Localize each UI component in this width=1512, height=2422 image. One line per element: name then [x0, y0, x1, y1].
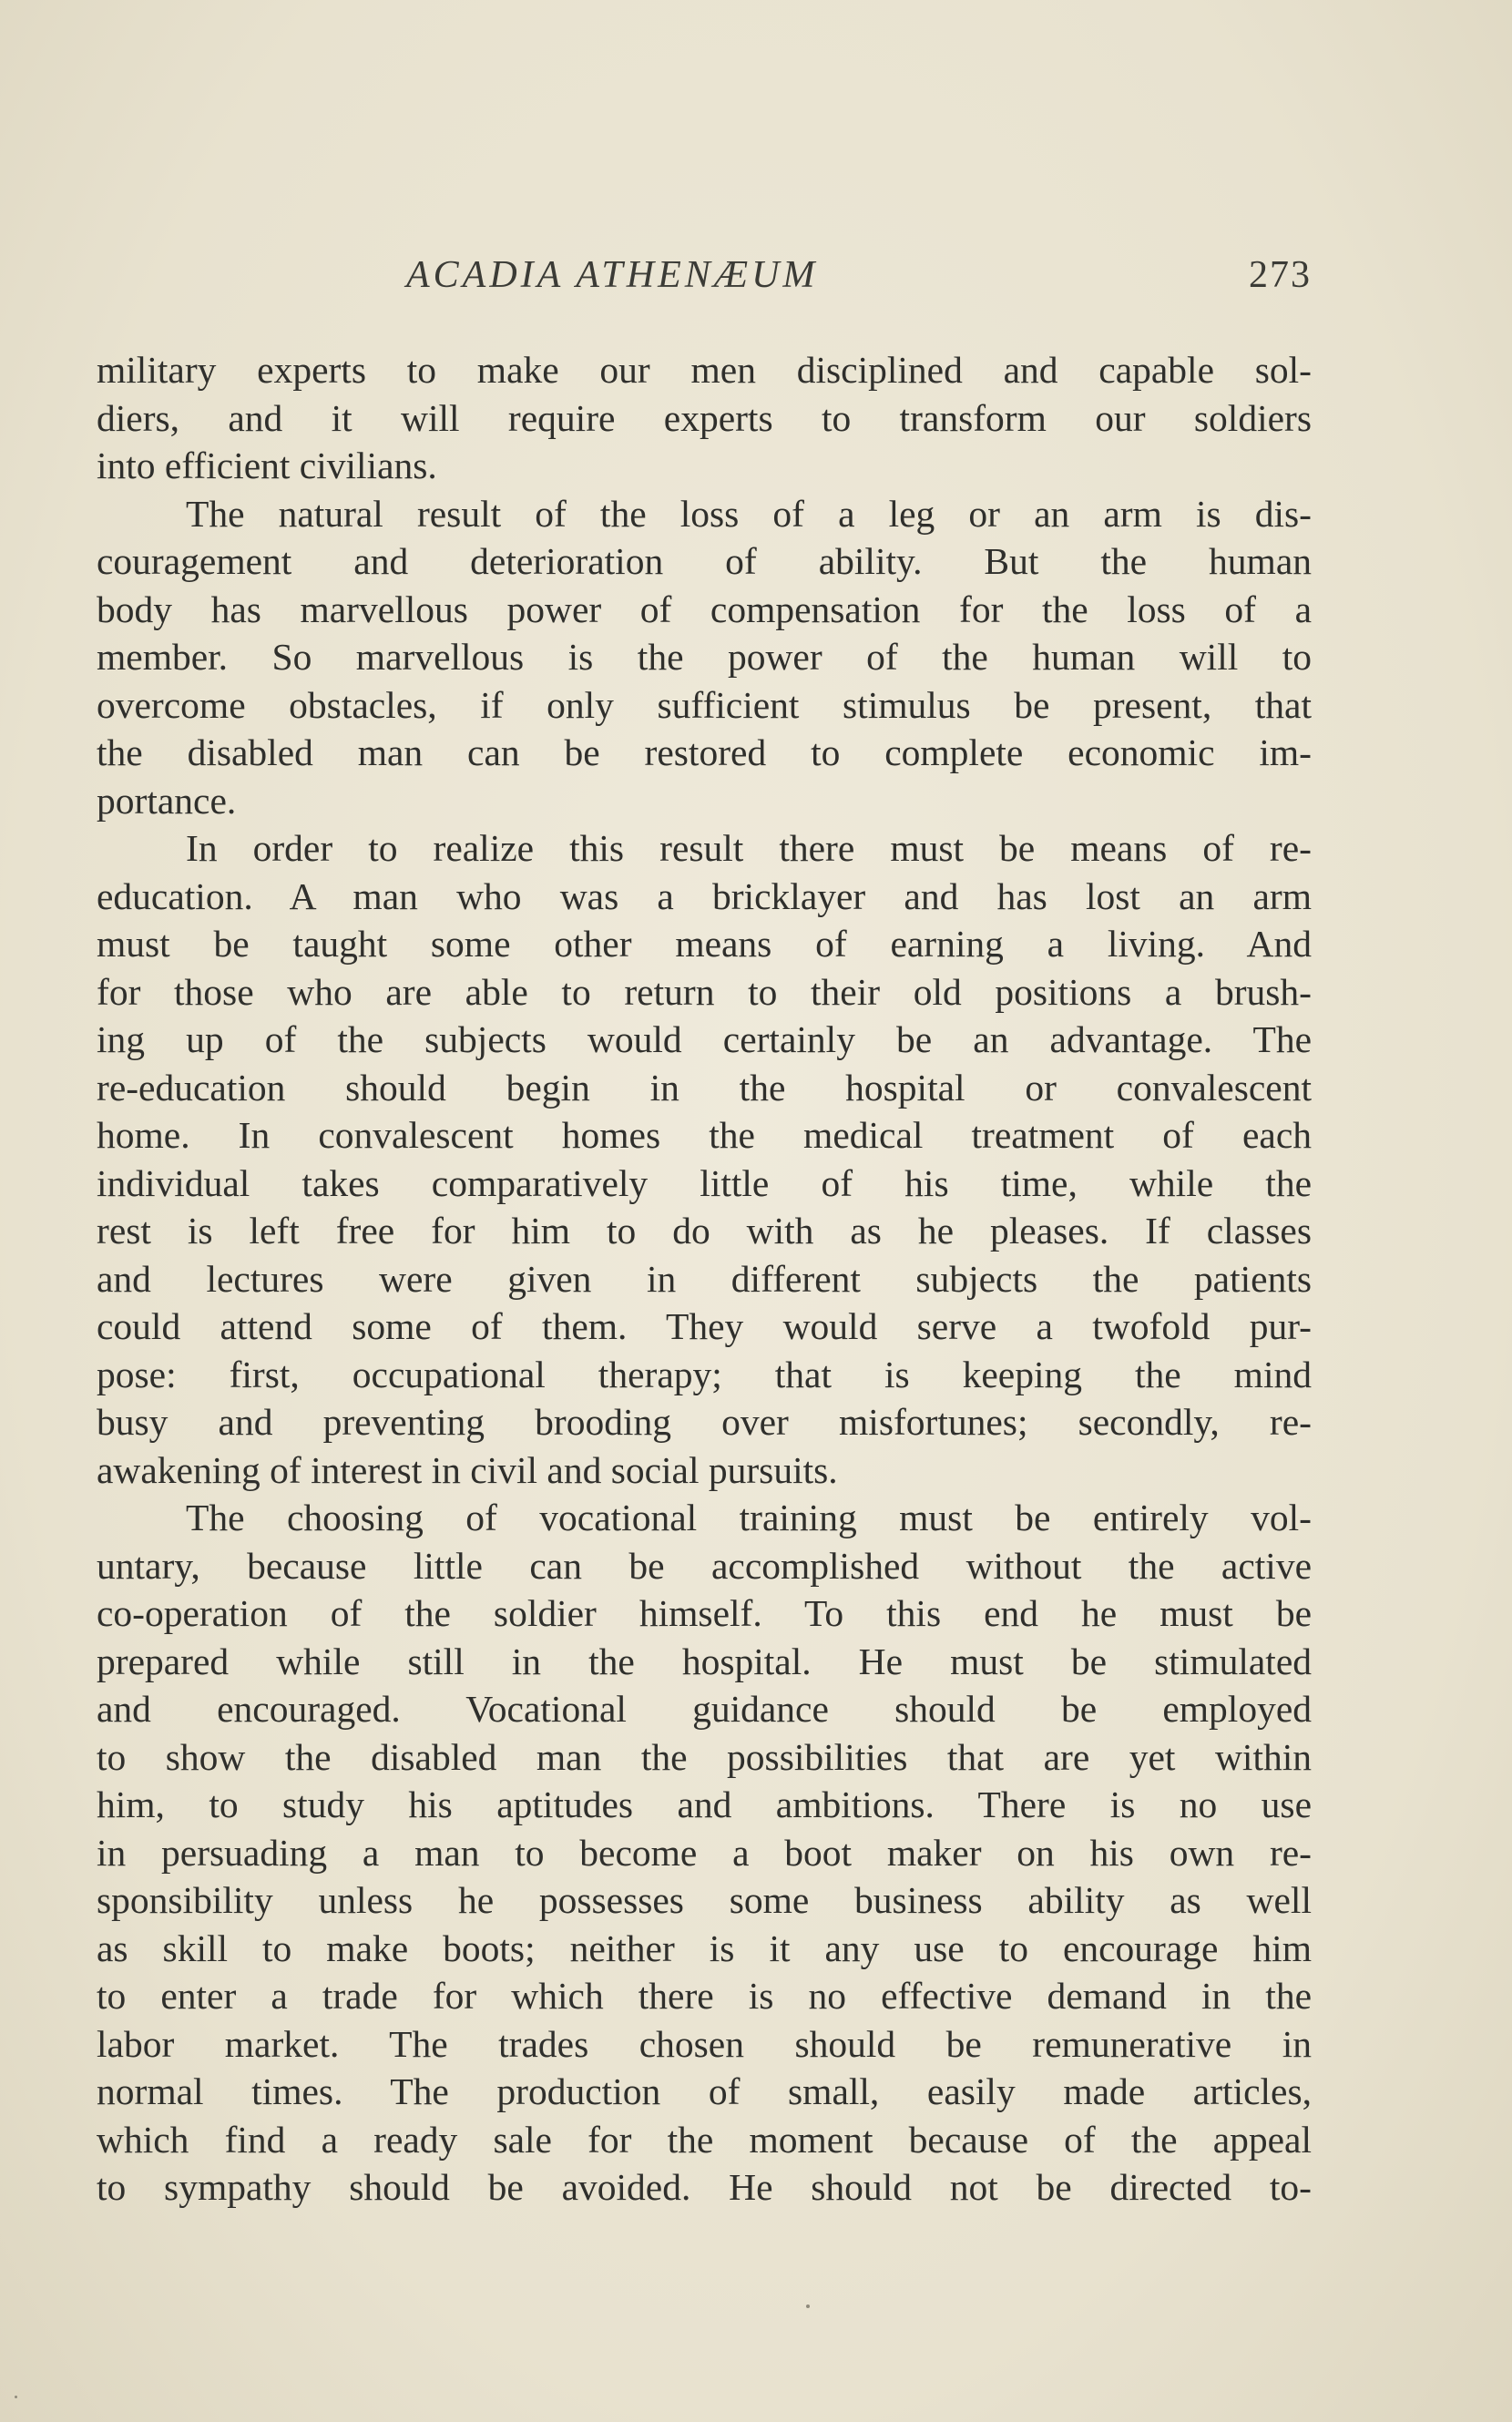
text-line: to enter a trade for which there is no effective demand in the: [97, 1975, 1312, 2017]
text-line: sponsibility unless he possesses some business ability as well: [97, 1879, 1312, 1921]
page-number: 273: [1249, 254, 1312, 296]
text-line: in persuading a man to become a boot maker on his own re-: [97, 1831, 1312, 1874]
paper-speck: [15, 2396, 17, 2398]
text-line: the disabled man can be restored to complete economic im-: [97, 731, 1312, 773]
paper-speck: [806, 2304, 810, 2308]
text-line: In order to realize this result there must be means of re-: [186, 827, 1312, 869]
text-line: into efficient civilians.: [97, 445, 437, 486]
text-line: home. In convalescent homes the medical treatment of each: [97, 1114, 1312, 1156]
text-line: member. So marvellous is the power of the human will to: [97, 636, 1312, 678]
text-line: co-operation of the soldier himself. To this end he must be: [97, 1592, 1312, 1634]
text-line: couragement and deterioration of ability. But the human: [97, 540, 1312, 582]
text-line: must be taught some other means of earning a living. And: [97, 923, 1312, 965]
text-line: military experts to make our men disciplined and capable sol-: [97, 349, 1312, 391]
text-line: The natural result of the loss of a leg or an arm is dis-: [186, 492, 1312, 535]
text-line: diers, and it will require experts to transform our soldiers: [97, 396, 1312, 439]
page-header: [97, 253, 1312, 308]
running-title: ACADIA ATHENÆUM: [406, 254, 819, 296]
text-line: normal times. The production of small, easily made articles,: [97, 2070, 1312, 2112]
text-line: busy and preventing brooding over misfortunes; secondly, re-: [97, 1401, 1312, 1443]
text-line: to show the disabled man the possibilities that are yet within: [97, 1735, 1312, 1778]
text-line: prepared while still in the hospital. He must be stimulated: [97, 1640, 1312, 1682]
text-line: body has marvellous power of compensation for the loss of a: [97, 588, 1312, 630]
text-line: ing up of the subjects would certainly be an advantage. The: [97, 1018, 1312, 1060]
text-line: individual takes comparatively little of his time, while the: [97, 1161, 1312, 1204]
text-line: could attend some of them. They would serve a twofold pur-: [97, 1305, 1312, 1347]
text-line: and lectures were given in different subjects the patients: [97, 1257, 1312, 1300]
text-line: The choosing of vocational training must be entirely vol-: [186, 1497, 1312, 1538]
text-line: labor market. The trades chosen should be remunerative in: [97, 2022, 1312, 2065]
text-line: which find a ready sale for the moment because of the appeal: [97, 2118, 1312, 2161]
text-line: overcome obstacles, if only sufficient stimulus be present, that: [97, 683, 1312, 726]
text-line: rest is left free for him to do with as he pleases. If classes: [97, 1210, 1312, 1252]
text-line: and encouraged. Vocational guidance should be employed: [97, 1688, 1312, 1730]
text-line: for those who are able to return to their old positions a brush-: [97, 970, 1312, 1013]
text-line: him, to study his aptitudes and ambitions. There is no use: [97, 1783, 1312, 1825]
text-line: as skill to make boots; neither is it any use to encourage him: [97, 1926, 1312, 1969]
text-line: awakening of interest in civil and social pursuits.: [97, 1448, 838, 1491]
text-line: untary, because little can be accomplished without the active: [97, 1544, 1312, 1587]
text-line: to sympathy should be avoided. He should not be directed to-: [97, 2166, 1312, 2208]
text-line: re-education should begin in the hospital or convalescent: [97, 1066, 1312, 1109]
text-line: portance.: [97, 779, 237, 822]
text-line: pose: first, occupational therapy; that is keeping the mind: [97, 1353, 1312, 1395]
body-text: [97, 346, 1312, 2212]
text-line: education. A man who was a bricklayer and has lost an arm: [97, 874, 1312, 917]
